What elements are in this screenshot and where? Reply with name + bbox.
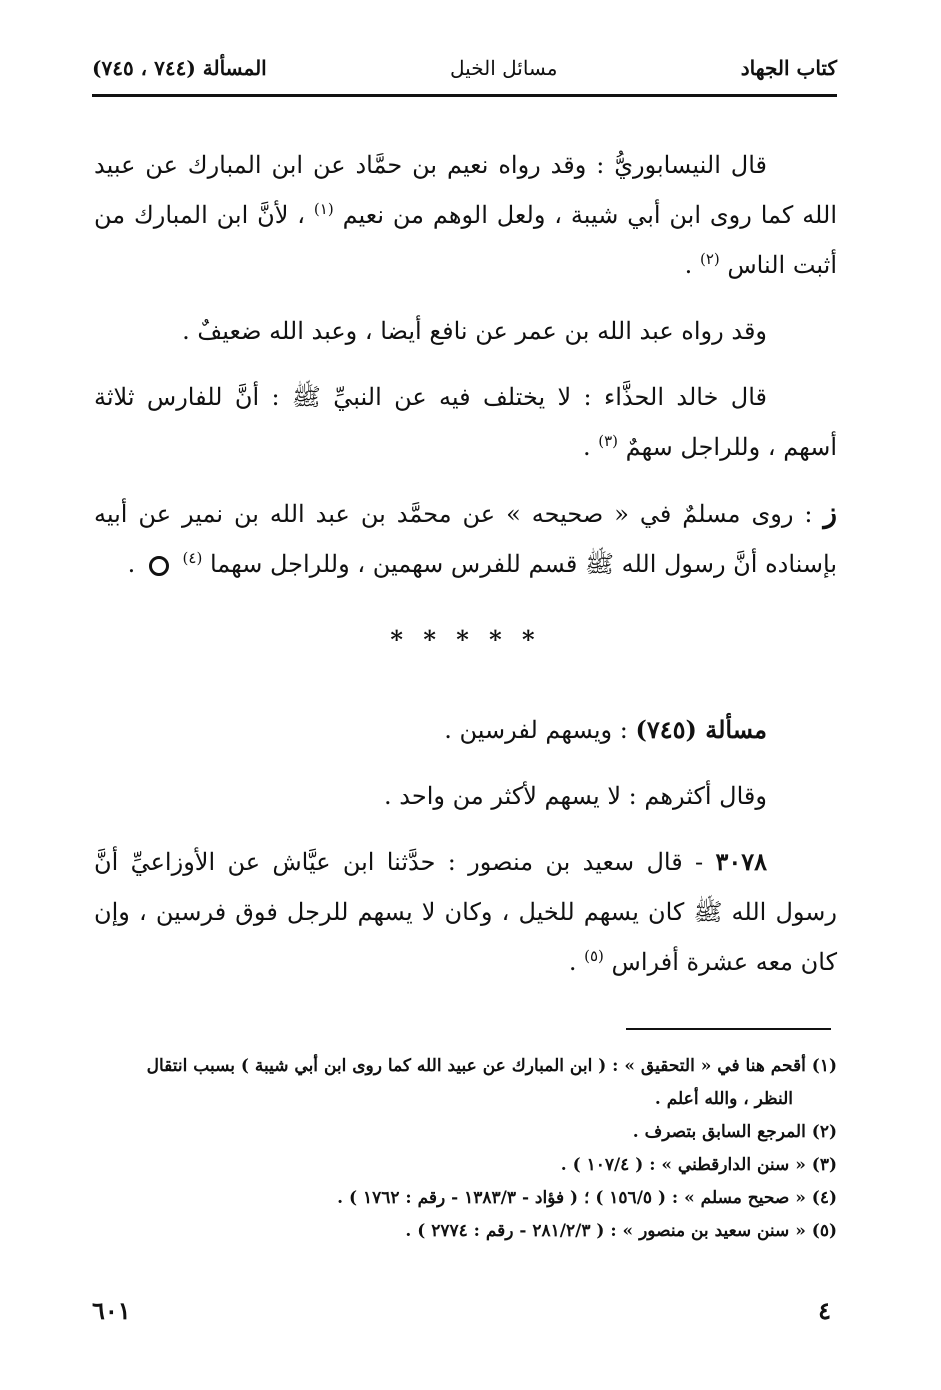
paragraph-6-text: - قال سعيد بن منصور : حدَّثنا ابن عيَّاش عن الأوزاعيِّ أنَّ رسول الله ﷺ كان يسهم للخيل ، وكان لا يسهم للرجل فوق فرسين ، وإن كان معه عشرة أفراس <box>94 848 837 976</box>
paragraph-3 <box>94 372 837 472</box>
issue-heading <box>94 705 837 755</box>
paragraph-1-text: قال النيسابوريُّ : وقد رواه نعيم بن حمَّاد عن ابن المبارك عن عبيد الله كما روى ابن أبي شيبة ، ولعل الوهم من نعيم <box>94 151 837 229</box>
footnote-ref-2: (٢) <box>699 250 720 268</box>
page-footer <box>92 1292 831 1328</box>
end-circle-icon <box>149 556 169 576</box>
footnote-ref-3: (٣) <box>598 432 618 450</box>
paragraph-4-text: : روى مسلمٌ في « صحيحه » عن محمَّد بن عبد الله بن نمير عن أبيه بإسناده أنَّ رسول الله ﷺ قسم للفرس سهمين ، وللراجل سهما <box>94 500 837 578</box>
paragraph-1-text-b: ، لأنَّ ابن المبارك من أثبت الناس <box>94 201 837 279</box>
page-header <box>92 48 837 88</box>
footnote-4: (٤) « صحيح مسلم » : ( ١٥٦/٥ ) ؛ ( فؤاد - ١٣٨٣/٣ - رقم : ١٧٦٢ ) . <box>337 1188 837 1208</box>
paragraph-3-text: قال خالد الحذَّاء : لا يختلف فيه عن النبيِّ ﷺ : أنَّ للفارس ثلاثة أسهم ، وللراجل سهمٌ <box>94 383 837 461</box>
section-separator: * * * * * <box>390 625 541 654</box>
paragraph-2-text: وقد رواه عبد الله بن عمر عن نافع أيضا ، وعبد الله ضعيفٌ . <box>182 317 767 345</box>
paragraph-1-end: . <box>684 251 693 279</box>
footnote-ref-5: (٥) <box>584 947 604 965</box>
paragraph-2 <box>94 306 837 356</box>
footnote-1-continued: النظر ، والله أعلم . <box>654 1089 793 1109</box>
paragraph-4-end: . <box>127 550 136 578</box>
footnote-divider <box>626 1028 831 1030</box>
page-number: ٦٠١ <box>92 1295 131 1325</box>
paragraph-5 <box>94 771 837 821</box>
editor-marker: ز <box>823 496 837 529</box>
paragraph-6-end: . <box>568 948 577 976</box>
hadith-number: ٣٠٧٨ <box>715 847 768 876</box>
paragraph-3-end: . <box>582 433 591 461</box>
paragraph-1 <box>94 140 837 290</box>
main-text <box>94 140 837 1003</box>
section-title: مسائل الخيل <box>450 56 558 80</box>
header-divider <box>92 94 837 97</box>
issue-label: مسألة (٧٤٥) <box>635 715 767 744</box>
footnote-ref-1: (١) <box>313 200 334 218</box>
issue-text: : ويسهم لفرسين . <box>444 716 628 744</box>
paragraph-4 <box>94 488 837 589</box>
paragraph-6 <box>94 837 837 987</box>
footnote-5: (٥) « سنن سعيد بن منصور » : ( ٢٨١/٢/٣ - رقم : ٢٧٧٤ ) . <box>405 1221 837 1241</box>
footnote-3: (٣) « سنن الدارقطني » : ( ١٠٧/٤ ) . <box>560 1155 837 1175</box>
volume-number: ٤ <box>818 1295 831 1325</box>
book-title: كتاب الجهاد <box>740 56 837 80</box>
footnote-1: (١) أقحم هنا في « التحقيق » : ( ابن المبارك عن عبيد الله كما روى ابن أبي شيبة ) بسبب انتقال <box>146 1056 837 1076</box>
footnote-ref-4: (٤) <box>182 549 203 567</box>
footnote-2: (٢) المرجع السابق بتصرف . <box>632 1122 837 1142</box>
paragraph-5-text: وقال أكثرهم : لا يسهم لأكثر من واحد . <box>384 782 767 810</box>
issue-range: المسألة (٧٤٤ ، ٧٤٥) <box>92 56 267 80</box>
footnotes <box>94 1050 837 1248</box>
